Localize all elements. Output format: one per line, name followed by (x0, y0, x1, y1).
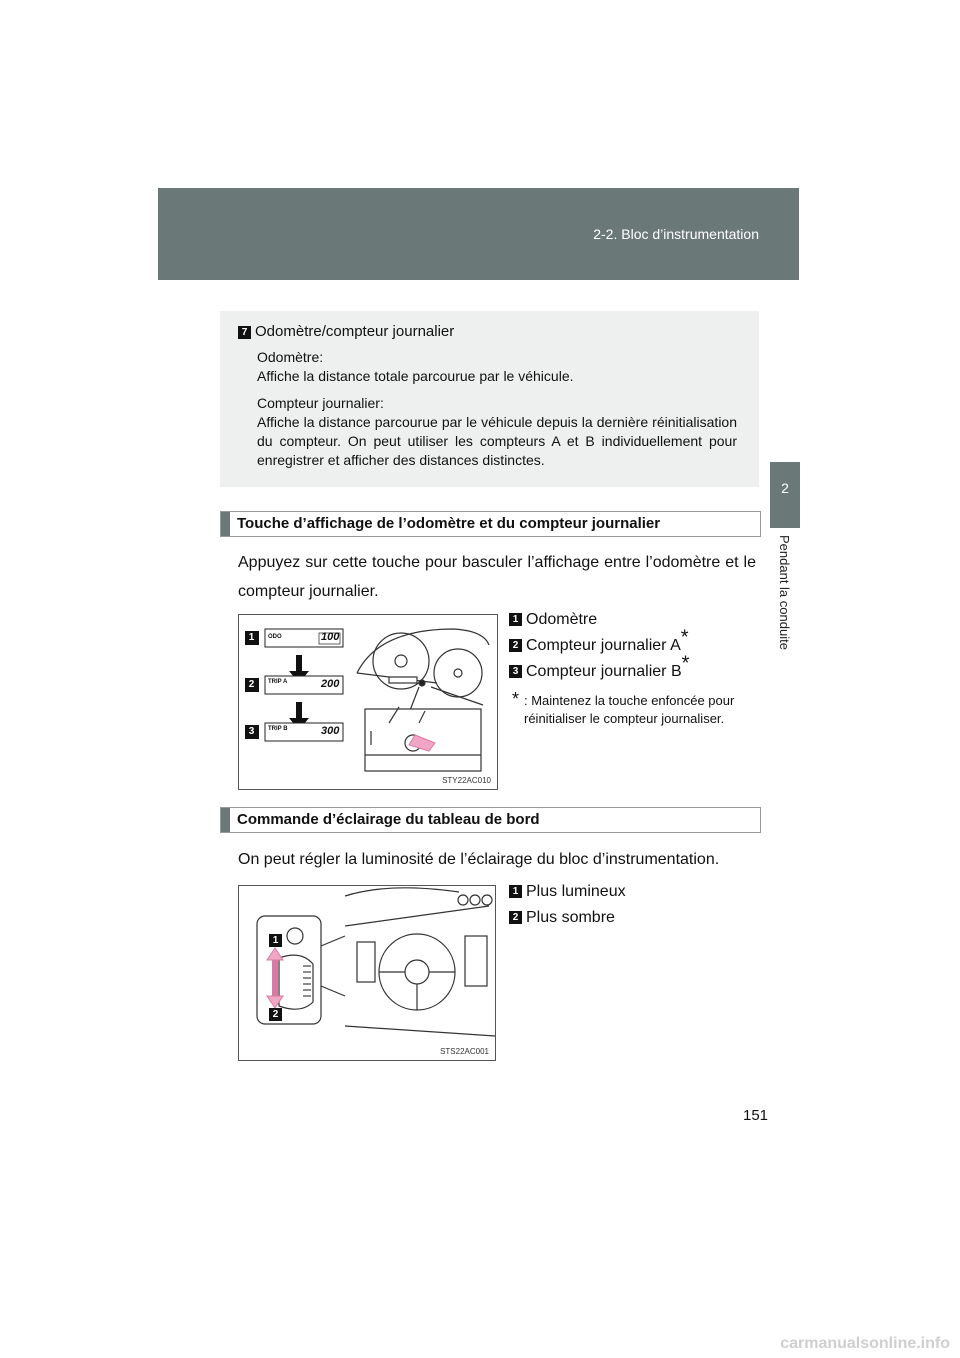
panel-light-illustration (239, 886, 495, 1060)
odometer-figure (238, 614, 498, 790)
page-number: 151 (743, 1107, 769, 1124)
fig-badge-2: 2 (269, 1008, 282, 1021)
chapter-label-container (771, 535, 801, 675)
legend-item (509, 652, 690, 684)
legend-item (509, 880, 626, 904)
panel-light-figure (238, 885, 496, 1061)
fig-badge-1: 1 (245, 631, 258, 644)
note-text: : Maintenez la touche enfoncée pour réinitialiser le compteur journaliser. (524, 693, 735, 726)
asterisk: * (680, 626, 689, 649)
legend-badge: 1 (509, 885, 522, 898)
odometer-info-box (220, 311, 759, 487)
section-accent (221, 808, 230, 832)
page-header (158, 188, 799, 280)
legend-badge: 3 (509, 665, 522, 678)
fig-badge-1: 1 (269, 934, 282, 947)
chapter-number: 2 (781, 480, 789, 496)
legend-label: Plus sombre (526, 909, 615, 926)
legend-label: Compteur journalier B (526, 663, 682, 680)
number-badge-7: 7 (238, 326, 251, 339)
section-heading-panel-light (220, 807, 761, 833)
chapter-label: Pendant la conduite (777, 535, 792, 650)
fig-badge-2: 2 (245, 678, 258, 691)
legend-badge: 2 (509, 639, 522, 652)
section-title: 2-2. Bloc d’instrumentation (593, 226, 759, 242)
chapter-tab (770, 462, 800, 528)
section1-paragraph: Appuyez sur cette touche pour basculer l’affichage entre l’odomètre et le compteur journalier. (238, 554, 756, 600)
section-heading-odometer-button (220, 511, 761, 537)
section-title-odometer-button: Touche d’affichage de l’odomètre et du compteur journalier (237, 515, 661, 532)
section-accent (221, 512, 230, 536)
trip-description: Affiche la distance parcourue par le véhicule depuis la dernière réinitialisation du compteur. On peut utiliser les compteurs A et B individuellement pour enregistrer et afficher des distances distinctes. (257, 414, 737, 468)
legend-badge: 2 (509, 911, 522, 924)
legend-label: Odomètre (526, 611, 598, 628)
figure-code: STY22AC010 (442, 776, 491, 785)
display-2-label: TRIP A (268, 679, 288, 685)
odometer-heading: Odomètre: (257, 349, 324, 365)
display-1-label: ODO (268, 634, 282, 640)
fig-badge-3: 3 (245, 725, 258, 738)
legend-label: Plus lumineux (526, 883, 626, 900)
section2-paragraph: On peut régler la luminosité de l’éclairage du bloc d’instrumentation. (238, 851, 720, 868)
legend-item (509, 626, 689, 658)
figure-code: STS22AC001 (440, 1047, 489, 1056)
note-asterisk: * (512, 689, 520, 709)
display-1-value: 100 (321, 631, 340, 643)
info-box-title (238, 323, 454, 340)
display-3-label: TRIP B (268, 726, 288, 732)
section2-legend (509, 880, 626, 932)
trip-heading: Compteur journalier: (257, 395, 384, 411)
reset-note (512, 689, 754, 728)
trip-paragraph (257, 394, 737, 470)
asterisk: * (681, 652, 690, 675)
legend-label: Compteur journalier A (526, 637, 681, 654)
legend-item (509, 906, 626, 930)
legend-badge: 1 (509, 613, 522, 626)
section1-legend (509, 608, 689, 686)
section-title-panel-light: Commande d’éclairage du tableau de bord (237, 811, 540, 828)
odometer-description: Affiche la distance totale parcourue par le véhicule. (257, 368, 574, 384)
odometer-paragraph (257, 348, 737, 386)
display-2-value: 200 (321, 678, 340, 690)
odometer-illustration (239, 615, 497, 789)
info-box-title-text: Odomètre/compteur journalier (255, 323, 455, 340)
display-3-value: 300 (321, 725, 340, 737)
legend-item (509, 608, 689, 632)
watermark: carmanualsonline.info (780, 1335, 950, 1352)
